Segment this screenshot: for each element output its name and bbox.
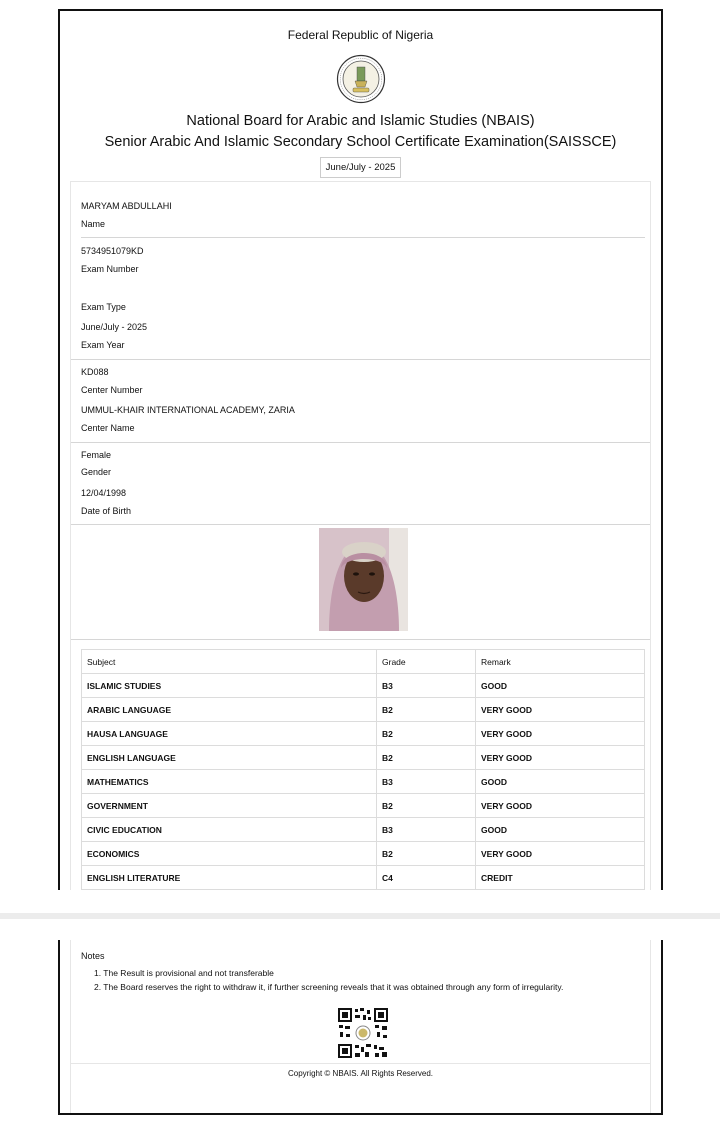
remark-cell: GOOD: [476, 770, 645, 794]
table-row: [82, 674, 645, 698]
table-row: [82, 722, 645, 746]
exam-title: Senior Arabic And Islamic Secondary School Certificate Examination(SAISSCE): [104, 134, 617, 150]
grade-cell: B3: [377, 674, 476, 698]
divider: [71, 442, 650, 443]
column-header-grade: Grade: [377, 650, 476, 674]
remark-cell: VERY GOOD: [476, 722, 645, 746]
divider: [71, 639, 650, 640]
grade-cell: C4: [377, 866, 476, 890]
note-item: 1. The Result is provisional and not transferable: [94, 968, 274, 978]
country-title: Federal Republic of Nigeria: [287, 28, 434, 42]
grade-cell: B3: [377, 770, 476, 794]
notes-section: [70, 940, 651, 1115]
table-row: [82, 770, 645, 794]
dob-label: Date of Birth: [81, 506, 132, 516]
remark-cell: VERY GOOD: [476, 698, 645, 722]
table-row: [82, 746, 645, 770]
page-break: [0, 890, 720, 940]
passport-photo-icon: [319, 528, 408, 631]
remark-cell: VERY GOOD: [476, 794, 645, 818]
subject-cell: ENGLISH LITERATURE: [82, 866, 377, 890]
copyright-text: Copyright © NBAIS. All Rights Reserved.: [287, 1069, 434, 1078]
center-number-label: Center Number: [81, 385, 143, 395]
divider: [71, 524, 650, 525]
exam-year-label: Exam Year: [81, 340, 125, 350]
subject-cell: ARABIC LANGUAGE: [82, 698, 377, 722]
table-row: [82, 818, 645, 842]
gender-label: Gender: [81, 467, 112, 477]
candidate-card: [70, 181, 651, 890]
session-badge: June/July - 2025: [320, 157, 402, 178]
exam-number-label: Exam Number: [81, 264, 139, 274]
subject-cell: GOVERNMENT: [82, 794, 377, 818]
divider: [81, 237, 645, 238]
results-table: [81, 649, 645, 890]
result-page-bottom: [58, 940, 663, 1115]
footer-divider: [71, 1063, 650, 1064]
grade-cell: B3: [377, 818, 476, 842]
table-row: [82, 842, 645, 866]
column-header-remark: Remark: [476, 650, 645, 674]
grade-cell: B2: [377, 842, 476, 866]
dob-value: 12/04/1998: [81, 488, 127, 498]
qr-code-icon: [337, 1007, 389, 1059]
board-title: National Board for Arabic and Islamic Studies (NBAIS): [186, 113, 535, 129]
divider: [71, 359, 650, 360]
center-number-value: KD088: [81, 367, 109, 377]
subject-cell: MATHEMATICS: [82, 770, 377, 794]
subject-cell: HAUSA LANGUAGE: [82, 722, 377, 746]
grade-cell: B2: [377, 746, 476, 770]
name-label: Name: [81, 219, 106, 229]
remark-cell: GOOD: [476, 818, 645, 842]
exam-year-value: June/July - 2025: [81, 322, 148, 332]
nbais-seal-icon: [336, 54, 386, 104]
remark-cell: CREDIT: [476, 866, 645, 890]
notes-title: Notes: [81, 951, 105, 961]
name-value: MARYAM ABDULLAHI: [81, 201, 172, 211]
subject-cell: ENGLISH LANGUAGE: [82, 746, 377, 770]
grade-cell: B2: [377, 794, 476, 818]
table-header-row: [82, 650, 645, 674]
page-break-band: [0, 913, 720, 919]
subject-cell: ECONOMICS: [82, 842, 377, 866]
remark-cell: VERY GOOD: [476, 746, 645, 770]
exam-number-value: 5734951079KD: [81, 246, 144, 256]
center-name-label: Center Name: [81, 423, 135, 433]
result-page-top: [58, 9, 663, 890]
table-row: [82, 866, 645, 890]
note-item: 2. The Board reserves the right to withdraw it, if further screening reveals that it was obtained through any form of irregularity.: [94, 982, 564, 992]
candidate-photo: [319, 528, 408, 631]
grade-cell: B2: [377, 698, 476, 722]
subject-cell: ISLAMIC STUDIES: [82, 674, 377, 698]
remark-cell: GOOD: [476, 674, 645, 698]
subject-cell: CIVIC EDUCATION: [82, 818, 377, 842]
column-header-subject: Subject: [82, 650, 377, 674]
table-row: [82, 794, 645, 818]
table-row: [82, 698, 645, 722]
exam-type-label: Exam Type: [81, 302, 126, 312]
gender-value: Female: [81, 450, 112, 460]
center-name-value: UMMUL-KHAIR INTERNATIONAL ACADEMY, ZARIA: [81, 405, 295, 415]
grade-cell: B2: [377, 722, 476, 746]
remark-cell: VERY GOOD: [476, 842, 645, 866]
